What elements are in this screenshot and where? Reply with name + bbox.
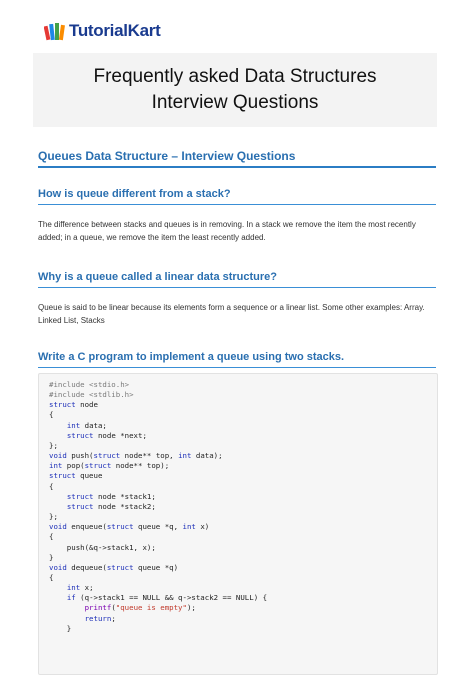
code-line: return; — [84, 613, 116, 623]
code-line: int pop(struct node** top); — [49, 461, 170, 471]
code-block[interactable] — [38, 373, 438, 675]
code-line: struct node *stack2; — [66, 501, 156, 511]
code-line: } — [49, 552, 54, 562]
code-line: struct node — [49, 400, 98, 410]
code-line: push(&q->stack1, x); — [49, 542, 156, 552]
question-divider — [38, 367, 436, 368]
question-heading: Why is a queue called a linear data structure? — [38, 271, 278, 283]
tutorialkart-logo[interactable] — [44, 20, 160, 42]
code-line: } — [49, 623, 72, 633]
code-line: { — [49, 532, 54, 542]
title-banner — [33, 53, 437, 127]
code-line: printf("queue is empty"); — [84, 603, 196, 613]
books-logo-icon — [44, 20, 66, 42]
section-divider — [38, 166, 436, 168]
answer-text: The difference between stacks and queues is in removing. In a stack we remove the item the most recently added; in a queue, we remove the item the least recently added. — [38, 220, 416, 242]
code-line: void dequeue(struct queue *q) — [49, 562, 179, 572]
code-line: { — [49, 572, 54, 582]
question-divider — [38, 204, 436, 205]
code-line: if (q->stack1 == NULL && q->stack2 == NULL) { — [66, 593, 268, 603]
code-line: #include <stdio.h> — [49, 380, 130, 389]
page-title: Frequently asked Data Structures Interview Questions — [93, 66, 377, 113]
answer-text: Queue is said to be linear because its elements form a sequence or a linear list. Some other examples: Array. Linked List, Stacks — [38, 303, 425, 325]
question-heading: Write a C program to implement a queue using two stacks. — [38, 351, 345, 363]
code-line: struct node *next; — [66, 430, 147, 440]
code-line: void enqueue(struct queue *q, int x) — [49, 522, 210, 532]
question-heading: How is queue different from a stack? — [38, 188, 231, 200]
question-divider — [38, 287, 436, 288]
logo-text: TutorialKart — [69, 21, 161, 40]
section-title: Queues Data Structure – Interview Questions — [38, 149, 296, 163]
code-line: struct queue — [49, 471, 103, 481]
code-line: int x; — [66, 583, 94, 593]
code-line: struct node *stack1; — [66, 491, 156, 501]
code-line: }; — [49, 440, 58, 450]
code-line: void push(struct node** top, int data); — [49, 451, 223, 461]
code-line: #include <stdlib.h> — [49, 390, 134, 400]
code-line: }; — [49, 512, 58, 522]
code-listing — [49, 380, 267, 634]
code-line: { — [49, 481, 54, 491]
code-line: int data; — [66, 420, 107, 430]
code-line: { — [49, 410, 54, 420]
